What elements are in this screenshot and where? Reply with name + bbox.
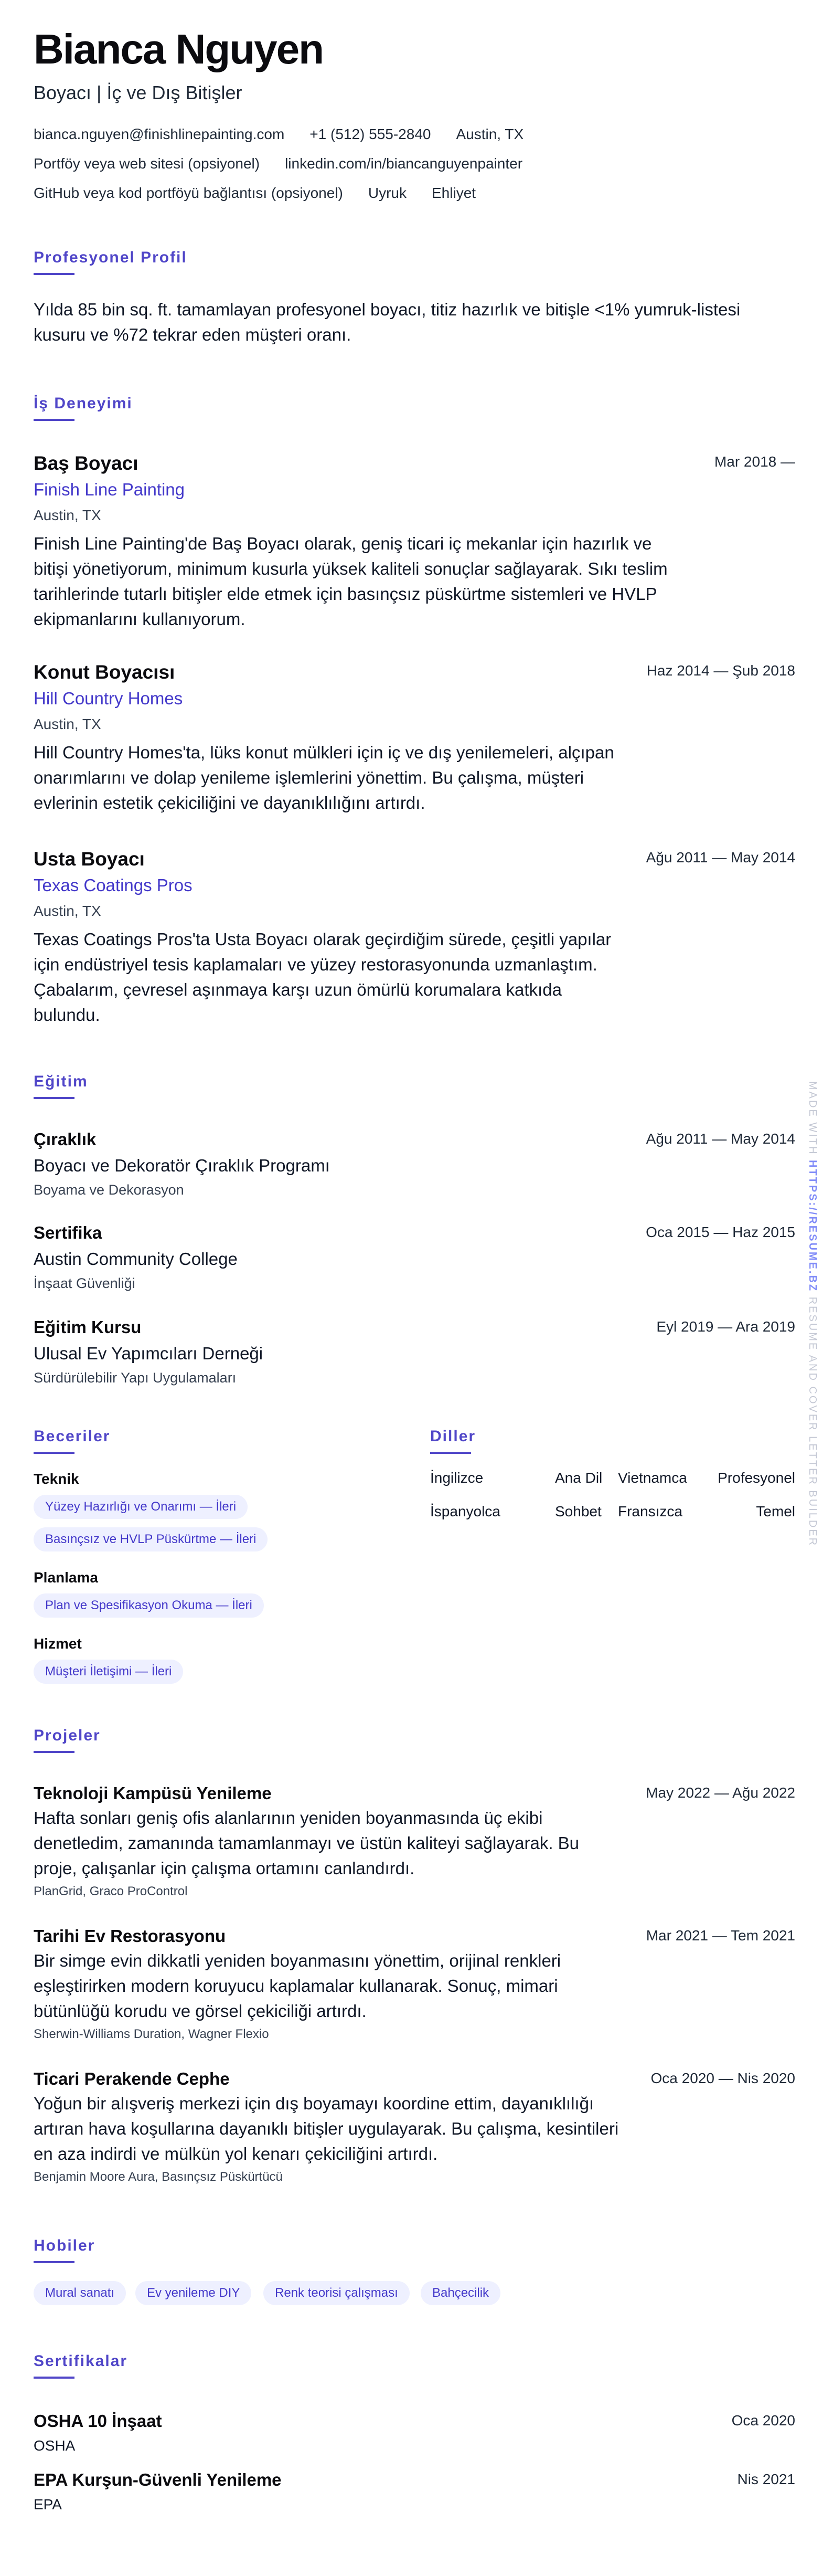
- candidate-headline: Boyacı | İç ve Dış Bitişler: [34, 82, 242, 103]
- contact-row-3: [34, 185, 476, 202]
- job-location: Austin, TX: [34, 507, 101, 523]
- skill-category: Hizmet: [34, 1635, 82, 1652]
- job-company: Texas Coatings Pros: [34, 875, 193, 895]
- skill-pill: Plan ve Spesifikasyon Okuma — İleri: [34, 1593, 264, 1618]
- languages-section-title: Diller: [430, 1428, 476, 1445]
- language-name: Fransızca: [618, 1503, 682, 1519]
- education-field: Sürdürülebilir Yapı Uygulamaları: [34, 1370, 237, 1386]
- project-title: Tarihi Ev Restorasyonu: [34, 1926, 226, 1946]
- education-institution: Ulusal Ev Yapımcıları Derneği: [34, 1344, 263, 1363]
- made-with-badge[interactable]: [806, 1081, 818, 1547]
- project-line: Yoğun bir alışveriş merkezi için dış boyamayı koordine ettim, dayanıklılığı: [34, 2094, 594, 2113]
- hobbies-section-title: Hobiler: [34, 2237, 95, 2254]
- job-company: Finish Line Painting: [34, 480, 185, 499]
- language-level: Ana Dil: [555, 1470, 603, 1486]
- project-title: Teknoloji Kampüsü Yenileme: [34, 1783, 272, 1803]
- certifications-section-rule: [34, 2377, 74, 2379]
- project-line: artıran hava koşullarına dayanıklı bitişler uygulayarak. Bu çalışma, kesintileri: [34, 2119, 619, 2138]
- language-name: İngilizce: [430, 1470, 484, 1486]
- education-institution: Austin Community College: [34, 1249, 238, 1269]
- project-line: Hafta sonları geniş ofis alanlarının yeniden boyanmasında üç ekibi: [34, 1808, 543, 1828]
- education-title: Eğitim Kursu: [34, 1317, 142, 1337]
- job-line: onarımlarını ve dolap yenileme işlemlerini yönettim. Bu çalışma, müşteri: [34, 768, 584, 787]
- project-line: en aza indirdi ve mülkün yol kenarı çekiciliğini artırdı.: [34, 2144, 438, 2163]
- project-line: proje, çalışanlar için çalışma ortamını canlandırdı.: [34, 1859, 415, 1878]
- job-description: [34, 927, 611, 1028]
- language-level: Sohbet: [555, 1503, 602, 1519]
- job-title: Usta Boyacı: [34, 848, 145, 870]
- education-date: Eyl 2019 — Ara 2019: [656, 1318, 795, 1335]
- hobby-pill: Ev yenileme DIY: [135, 2281, 251, 2305]
- certifications-section-title: Sertifikalar: [34, 2352, 128, 2370]
- skill-category: Planlama: [34, 1569, 98, 1586]
- certification-title: EPA Kurşun-Güvenli Yenileme: [34, 2470, 282, 2489]
- license-text: Ehliyet: [432, 185, 476, 201]
- profile-summary: [34, 297, 740, 347]
- project-tools: Sherwin-Williams Duration, Wagner Flexio: [34, 2027, 269, 2041]
- job-date: Ağu 2011 — May 2014: [646, 849, 795, 865]
- job-description: [34, 740, 614, 816]
- projects-section-title: Projeler: [34, 1727, 101, 1744]
- job-location: Austin, TX: [34, 716, 101, 732]
- job-date: Haz 2014 — Şub 2018: [646, 662, 795, 679]
- job-line: evlerinin estetik çekiciliğini ve dayanıklılığını artırdı.: [34, 793, 425, 812]
- job-line: tarihlerinde tutarlı bitişler elde etmek için basınçsız püskürtme sistemleri ve HVLP: [34, 584, 657, 604]
- certification-issuer: EPA: [34, 2496, 62, 2512]
- skill-pill: Müşteri İletişimi — İleri: [34, 1660, 183, 1684]
- job-title: Baş Boyacı: [34, 452, 138, 474]
- project-description: [34, 2091, 618, 2167]
- linkedin-link[interactable]: linkedin.com/in/biancanguyenpainter: [285, 155, 523, 172]
- phone-text[interactable]: +1 (512) 555-2840: [309, 126, 431, 142]
- nationality-text: Uyruk: [368, 185, 407, 201]
- skill-pill: Yüzey Hazırlığı ve Onarımı — İleri: [34, 1495, 248, 1519]
- project-title: Ticari Perakende Cephe: [34, 2069, 230, 2088]
- language-name: İspanyolca: [430, 1503, 500, 1519]
- job-line: Çabalarım, çevresel aşınmaya karşı uzun ömürlü korumalara katkıda: [34, 980, 562, 999]
- project-date: Mar 2021 — Tem 2021: [646, 1927, 795, 1944]
- project-tools: PlanGrid, Graco ProControl: [34, 1884, 188, 1898]
- job-title: Konut Boyacısı: [34, 661, 175, 683]
- certification-title: OSHA 10 İnşaat: [34, 2411, 162, 2431]
- email-link[interactable]: bianca.nguyen@finishlinepainting.com: [34, 126, 285, 142]
- hobby-pill: Renk teorisi çalışması: [263, 2281, 410, 2305]
- project-line: eşleştirirken modern koruyucu kaplamalar kullanarak. Sonuç, mimari: [34, 1976, 558, 1996]
- education-date: Oca 2015 — Haz 2015: [646, 1224, 795, 1240]
- languages-section-rule: [430, 1452, 471, 1454]
- contact-row-2: [34, 155, 522, 172]
- skills-section-rule: [34, 1452, 74, 1454]
- hobby-pill: Bahçecilik: [421, 2281, 500, 2305]
- project-description: [34, 1948, 561, 2024]
- experience-section-rule: [34, 419, 74, 421]
- location-text: Austin, TX: [456, 126, 524, 142]
- project-line: Bir simge evin dikkatli yeniden boyanmasını yönettim, orijinal renkleri: [34, 1951, 561, 1970]
- job-location: Austin, TX: [34, 903, 101, 919]
- education-institution: Boyacı ve Dekoratör Çıraklık Programı: [34, 1156, 330, 1175]
- hobbies-section-rule: [34, 2261, 74, 2263]
- certification-issuer: OSHA: [34, 2437, 76, 2454]
- experience-section-title: İş Deneyimi: [34, 395, 133, 412]
- job-company: Hill Country Homes: [34, 689, 183, 708]
- job-line: ekipmanlarını kullanıyorum.: [34, 609, 245, 629]
- job-line: bitişi yönetiyorum, minimum kusurla yüksek kaliteli sonuçlar sağlayarak. Sıkı teslim: [34, 559, 668, 578]
- project-description: [34, 1806, 579, 1881]
- job-line: için endüstriyel tesis kaplamaları ve yüzey restorasyonunda uzmanlaştım.: [34, 955, 597, 974]
- job-line: Hill Country Homes'ta, lüks konut mülkleri için iç ve dış yenilemeleri, alçıpan: [34, 743, 614, 762]
- education-title: Sertifika: [34, 1223, 102, 1242]
- certification-date: Nis 2021: [737, 2471, 795, 2487]
- candidate-name: Bianca Nguyen: [34, 26, 323, 72]
- profile-section-title: Profesyonel Profil: [34, 249, 187, 266]
- language-level: Temel: [756, 1503, 795, 1519]
- certification-date: Oca 2020: [731, 2412, 795, 2429]
- skills-section-title: Beceriler: [34, 1428, 111, 1445]
- job-line: Texas Coatings Pros'ta Usta Boyacı olarak geçirdiğim sürede, çeşitli yapılar: [34, 930, 612, 949]
- badge-suffix: RESUME AND COVER LETTER BUILDER: [807, 1296, 818, 1547]
- hobby-pill: Mural sanatı: [34, 2281, 126, 2305]
- education-field: Boyama ve Dekorasyon: [34, 1182, 184, 1198]
- job-date: Mar 2018 —: [714, 453, 795, 470]
- job-line: Finish Line Painting'de Baş Boyacı olarak, geniş ticari iç mekanlar için hazırlık ve: [34, 534, 652, 553]
- education-title: Çıraklık: [34, 1129, 97, 1149]
- education-field: İnşaat Güvenliği: [34, 1275, 135, 1291]
- project-tools: Benjamin Moore Aura, Basınçsız Püskürtücü: [34, 2170, 283, 2184]
- contact-row-1: [34, 126, 524, 143]
- github-link[interactable]: GitHub veya kod portföyü bağlantısı (opsiyonel): [34, 185, 343, 201]
- project-date: May 2022 — Ağu 2022: [646, 1785, 795, 1801]
- profile-section-rule: [34, 273, 74, 275]
- project-line: denetledim, zamanında tamamlanmayı ve üstün kaliteyi sağlayarak. Bu: [34, 1833, 580, 1853]
- job-description: [34, 531, 668, 632]
- project-line: bütünlüğü korudu ve görsel çekiciliği artırdı.: [34, 2001, 367, 2021]
- portfolio-link[interactable]: Portföy veya web sitesi (opsiyonel): [34, 155, 260, 172]
- language-level: Profesyonel: [718, 1470, 795, 1486]
- skill-category: Teknik: [34, 1471, 79, 1487]
- badge-prefix: MADE WITH: [807, 1081, 818, 1156]
- project-date: Oca 2020 — Nis 2020: [650, 2070, 795, 2086]
- projects-section-rule: [34, 1751, 74, 1753]
- badge-link[interactable]: HTTPS://RESUME.BZ: [807, 1160, 818, 1293]
- education-section-rule: [34, 1097, 74, 1099]
- skill-pill: Basınçsız ve HVLP Püskürtme — İleri: [34, 1527, 268, 1551]
- job-line: bulundu.: [34, 1005, 100, 1025]
- education-section-title: Eğitim: [34, 1073, 88, 1090]
- profile-line: kusuru ve %72 tekrar eden müşteri oranı.: [34, 325, 351, 344]
- profile-line: Yılda 85 bin sq. ft. tamamlayan profesyonel boyacı, titiz hazırlık ve bitişle <1% yumruk-listesi: [34, 300, 741, 319]
- language-name: Vietnamca: [618, 1470, 687, 1486]
- education-date: Ağu 2011 — May 2014: [646, 1131, 795, 1147]
